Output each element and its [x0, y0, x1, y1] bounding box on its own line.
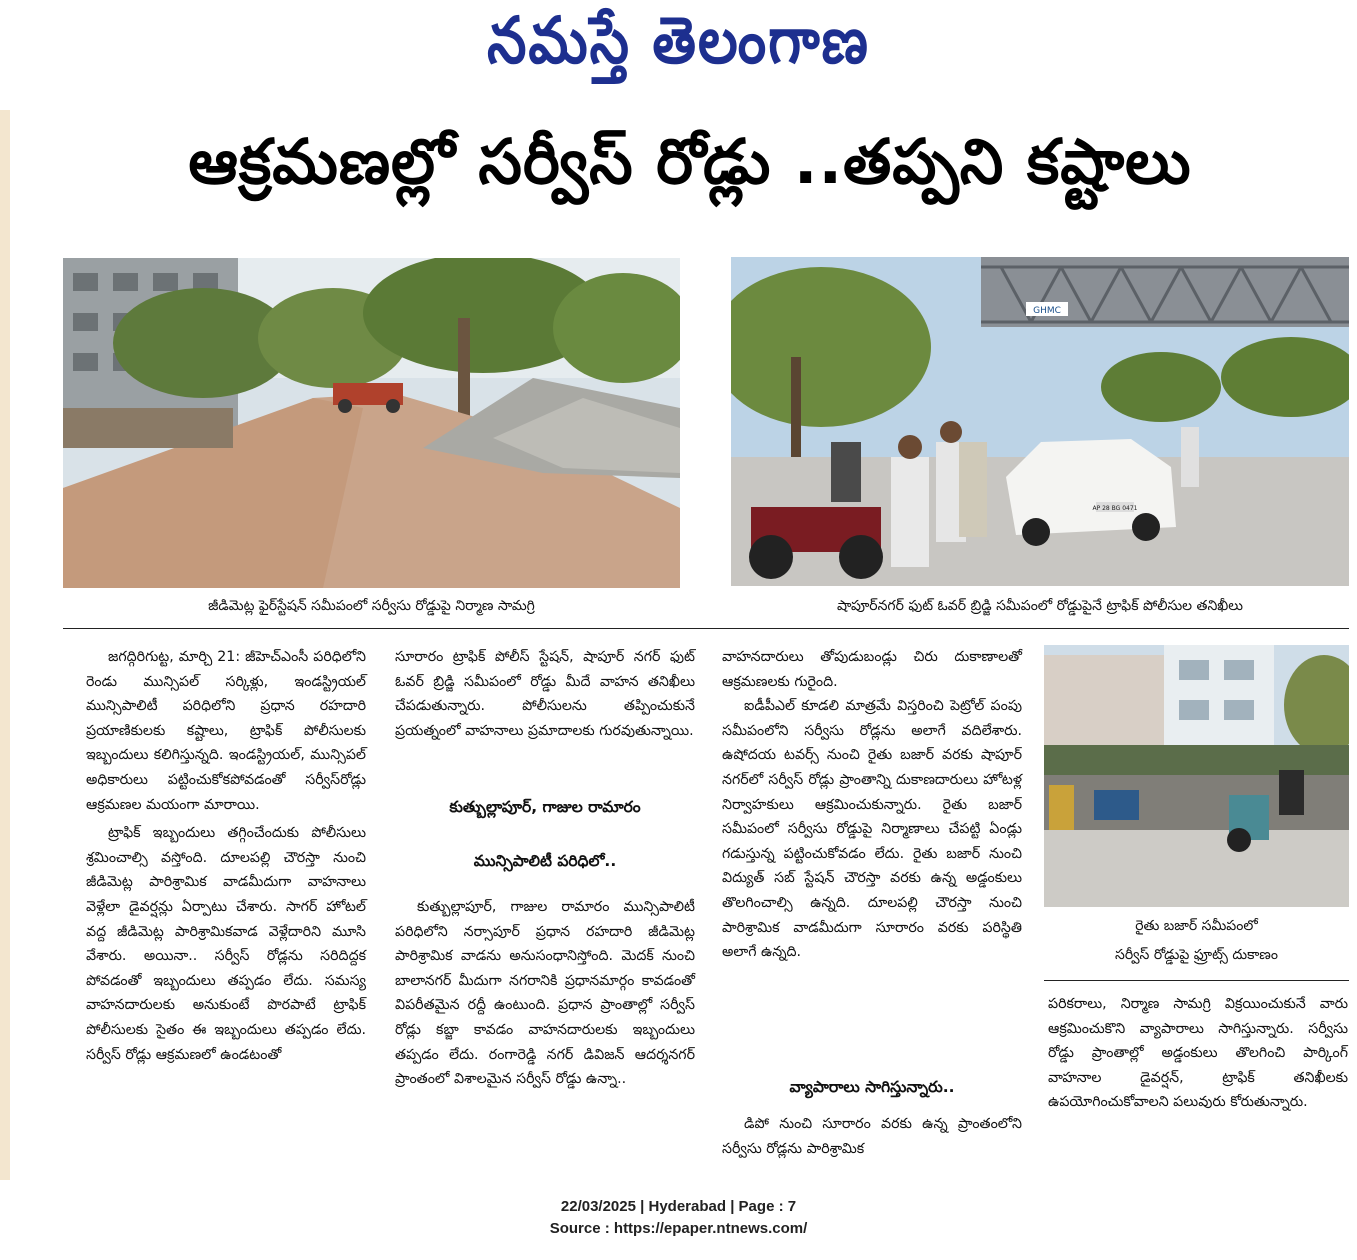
- left-photo-caption: జీడిమెట్ల ఫైర్‌స్టేషన్ సమీపంలో సర్వీసు రోడ్డుపై నిర్మాణ సామగ్రి: [208, 598, 535, 614]
- photo-fruits-shop: [1044, 645, 1349, 907]
- photo-traffic-police-checks: [731, 257, 1349, 586]
- article-paragraph: ఐడీపీఎల్ కూడలి మాత్రమే విస్తరించి పెట్రోల్ పంపు సమీపంలోని సర్వీసు రోడ్లను అలాగే వదిలేశారు. ఉషోదయ టవర్స్ నుంచి రైతు బజార్ వరకు షాపూర్ నగర్‌లో సర్వీస్ రోడ్లు ప్రాంతాన్ని దుకాణదారులు హోటళ్ల నిర్వాహకులు ఆక్రమించుకున్నారు. రైతు బజార్ సమీపంలో సర్వీసు రోడ్డుపై నిర్మాణాలు చేపట్టి ఏండ్లు గడుస్తున్న పట్టించుకోవడం లేదు. రైతు బజార్ నుంచి విద్యుత్ సబ్ స్టేషన్ చౌరస్తా వరకు ఉన్న అడ్డంకులు తొలగించాల్సి ఉన్నది. దూలపల్లి చౌరస్తా నుంచి పారిశ్రామిక వాడమీదుగా సూరారం వరకు పరిస్థితి అలాగే ఉన్నది.: [722, 698, 1022, 961]
- fruits-shop-photo-art: [1044, 645, 1349, 907]
- masthead: [0, 0, 1357, 100]
- service-road-photo-art: [63, 258, 680, 588]
- article-paragraph: కుత్బుల్లాపూర్, గాజుల రామారం మున్సిపాలిటీ పరిధిలోని నర్సాపూర్ ప్రధాన రహదారి జీడిమెట్ల పారిశ్రామిక వాడను అనుసంధానిస్తోంది. మెదక్ నుంచి బాలానగర్ మీదుగా నగరానికి ప్రధానమార్గం కావడంతో విపరీతమైన రద్దీ ఉంటుంది. ప్రధాన ప్రాంతాల్లో సర్వీస్ రోడ్లు కబ్జా కావడం వాహనదారులకు ఇబ్బందులు తప్పడం లేదు. రంగారెడ్డి నగర్ డివిజన్ ఆదర్శనగర్ ప్రాంతంలో విశాలమైన సర్వీస్ రోడ్డు ఉన్నా..: [395, 899, 695, 1088]
- subheading-municipality: మున్సిపాలిటీ పరిధిలో..: [473, 852, 617, 870]
- subheading-kutbullapur: కుత్బుల్లాపూర్, గాజుల రామారం: [449, 798, 641, 816]
- article-paragraph: జగద్గిరిగుట్ట, మార్చి 21: జీహెచ్ఎంసీ పరిధిలోని రెండు మున్సిపల్ సర్కిళ్లు, ఇండస్ట్రియల్ మున్సిపాలిటీ పరిధిలోని ప్రధాన రహదారి ప్రయాణికులకు కష్టాలు, ట్రాఫిక్ పోలీసులకు ఇబ్బందులు కలిగిస్తున్నది. ఇండస్ట్రియల్, మున్సిపల్ అధికారులు పట్టించుకోకపోవడంతో సర్వీస్‌రోడ్లు ఆక్రమణల మయంగా మారాయి.: [86, 649, 366, 813]
- small-photo-divider: [1044, 980, 1349, 981]
- top-divider-line: [63, 628, 1349, 629]
- page-headline: ఆక్రమణల్లో సర్వీస్ రోడ్లు ..తప్పని కష్టాలు: [188, 125, 1192, 198]
- article-column-3-lower: [722, 1112, 1022, 1161]
- traffic-checks-photo-art: [731, 257, 1349, 586]
- article-column-1: [86, 645, 366, 1067]
- small-photo-caption-line1: రైతు బజార్ సమీపంలో: [1135, 918, 1258, 934]
- footer-date-line: 22/03/2025 | Hyderabad | Page : 7: [560, 1198, 797, 1215]
- article-column-2-lower: [395, 895, 695, 1092]
- article-column-3: [722, 645, 1022, 965]
- footer-source-line: Source : https://epaper.ntnews.com/: [549, 1220, 808, 1237]
- article-paragraph: ట్రాఫిక్ ఇబ్బందులు తగ్గించేందుకు పోలీసులు శ్రమించాల్సి వస్తోంది. దూలపల్లి చౌరస్తా నుంచి జీడిమెట్ల పారిశ్రామిక వాడమీదుగా వాహనాలు వెళ్లేలా డైవర్షన్లు ఏర్పాటు చేశారు. సాగర్ హోటల్ వద్ద జీడిమెట్ల పారిశ్రామికవాడ వెళ్లేదారిని మూసి వేశారు. అయినా.. సర్వీస్ రోడ్లను సరిదిద్దక పోవడంతో ఇబ్బందులు తప్పడం లేదు. సమస్య వాహనదారులకు అనుకుంటే పొరపాటే ట్రాఫిక్ పోలీసులకు సైతం ఈ ఇబ్బందులు తప్పడం లేదు. సర్వీస్ రోడ్లు ఆక్రమణలో ఉండటంతో: [86, 825, 366, 1063]
- article-paragraph: పరికరాలు, నిర్మాణ సామగ్రి విక్రయించుకునే వారు ఆక్రమించుకొని వ్యాపారాలు సాగిస్తున్నారు. సర్వీసు రోడ్డు ప్రాంతాల్లో అడ్డంకులు తొలగించి పార్కింగ్ వాహనాల డైవర్షన్, ట్రాఫిక్ తనిఖీలకు ఉపయోగించుకోవాలని పలువురు కోరుతున్నారు.: [1048, 996, 1348, 1111]
- right-photo-caption: షాపూర్‌నగర్ ఫుట్ ఓవర్ బ్రిడ్జి సమీపంలో రోడ్డుపైనే ట్రాఫిక్ పోలీసుల తనిఖీలు: [836, 598, 1244, 614]
- article-paragraph: సూరారం ట్రాఫిక్ పోలీస్ స్టేషన్, షాపూర్ నగర్ ఫుట్ ఓవర్ బ్రిడ్జి సమీపంలో రోడ్డు మీదే వాహన తనిఖీలు చేపడుతున్నారు. పోలీసులను తప్పించుకునే ప్రయత్నంలో వాహనాలు ప్రమాదాలకు గురవుతున్నాయి.: [395, 649, 695, 739]
- subheading-business: వ్యాపారాలు సాగిస్తున్నారు..: [789, 1078, 955, 1096]
- car-plate-text: AP 28 BG 0471: [1092, 505, 1138, 512]
- ghmc-sign-text: GHMC: [1033, 306, 1061, 316]
- article-paragraph: వాహనదారులు తోపుడుబండ్లు చిరు దుకాణాలతో ఆక్రమణలకు గురైంది.: [722, 649, 1022, 690]
- photo-service-road-material: [63, 258, 680, 588]
- article-column-2: [395, 645, 695, 743]
- small-photo-caption-line2: సర్వీస్ రోడ్డుపై ఫ్రూట్స్ దుకాణం: [1115, 947, 1278, 963]
- article-column-4: [1048, 992, 1348, 1115]
- article-paragraph: డిపో నుంచి సూరారం వరకు ఉన్న ప్రాంతంలోని సర్వీసు రోడ్లను పారిశ్రామిక: [722, 1116, 1022, 1157]
- page-edge-strip: [0, 110, 10, 1180]
- newspaper-logo: నమస్తే తెలంగాణ: [487, 4, 870, 79]
